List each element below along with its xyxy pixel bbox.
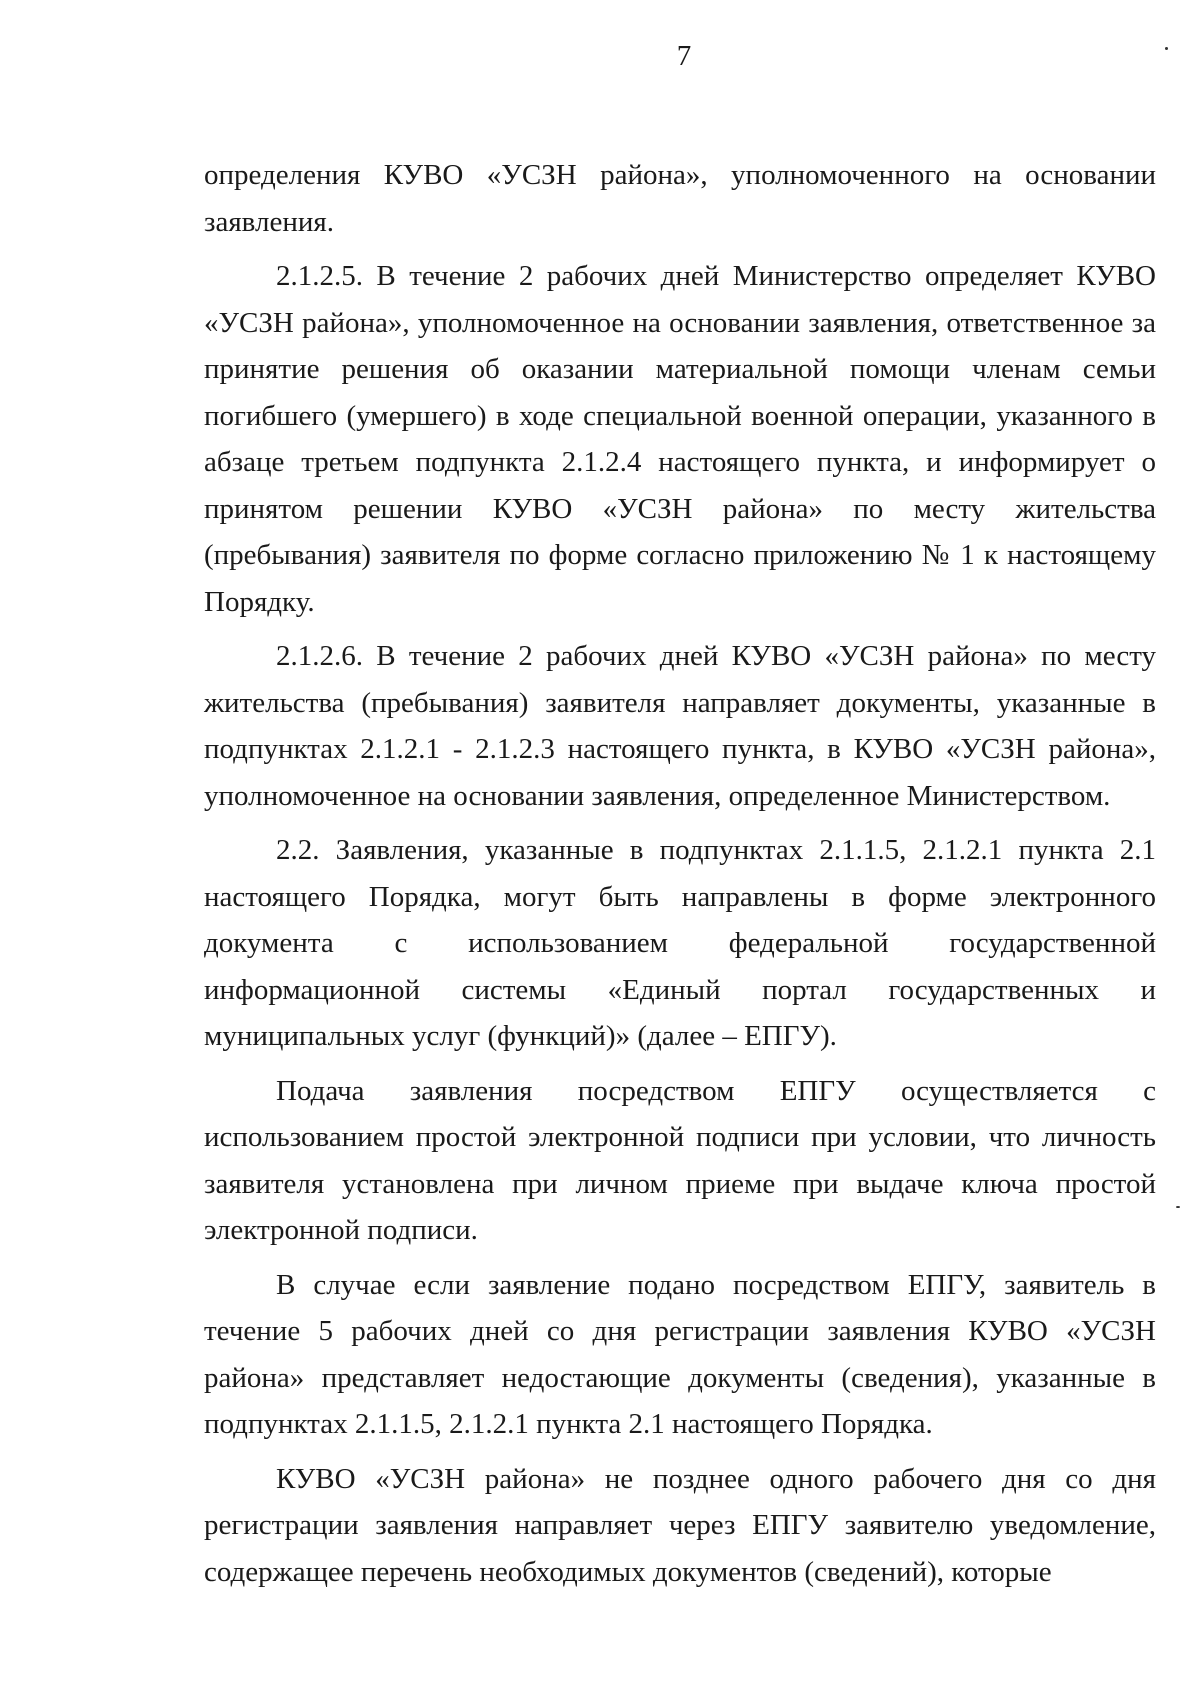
paragraph-notification: КУВО «УСЗН района» не позднее одного рабочего дня со дня регистрации заявления направляет через ЕПГУ заявителю уведомление, содержащее перечень необходимых документов (сведений), которые [204, 1462, 1156, 1588]
paragraph-epgu-documents: В случае если заявление подано посредством ЕПГУ, заявитель в течение 5 рабочих дней со дня регистрации заявления КУВО «УСЗН района» представляет недостающие документы (сведения), указанные в подпунктах 2.1.1.5, 2.1.2.1 пункта 2.1 настоящего Порядка. [204, 1268, 1156, 1440]
scan-speck [1176, 1206, 1180, 1208]
paragraph-2-2: 2.2. Заявления, указанные в подпунктах 2.1.1.5, 2.1.2.1 пункта 2.1 настоящего Порядка, могут быть направлены в форме электронного документа с использованием федеральной государственной информационной системы «Единый портал государственных и муниципальных услуг (функций)» (далее – ЕПГУ). [204, 834, 1156, 1052]
scan-speck [1165, 47, 1168, 50]
paragraph-continuation: определения КУВО «УСЗН района», уполномоченного на основании заявления. [204, 159, 1156, 238]
document-body [204, 152, 1156, 1595]
paragraph-2-1-2-5: 2.1.2.5. В течение 2 рабочих дней Министерство определяет КУВО «УСЗН района», уполномоченное на основании заявления, ответственное за принятие решения об оказании материальной помощи членам семьи погибшего (умершего) в ходе специальной военной операции, указанного в абзаце третьем подпункта 2.1.2.4 настоящего пункта, и информирует о принятом решении КУВО «УСЗН района» по месту жительства (пребывания) заявителя по форме согласно приложению № 1 к настоящему Порядку. [204, 260, 1156, 618]
paragraph-epgu-signature: Подача заявления посредством ЕПГУ осуществляется с использованием простой электронной подписи при условии, что личность заявителя установлена при личном приеме при выдаче ключа простой электронной подписи. [204, 1074, 1156, 1246]
page-number: 7 [676, 40, 692, 72]
paragraph-2-1-2-6: 2.1.2.6. В течение 2 рабочих дней КУВО «УСЗН района» по месту жительства (пребывания) заявителя направляет документы, указанные в подпунктах 2.1.2.1 - 2.1.2.3 настоящего пункта, в КУВО «УСЗН района», уполномоченное на основании заявления, определенное Министерством. [204, 640, 1156, 812]
